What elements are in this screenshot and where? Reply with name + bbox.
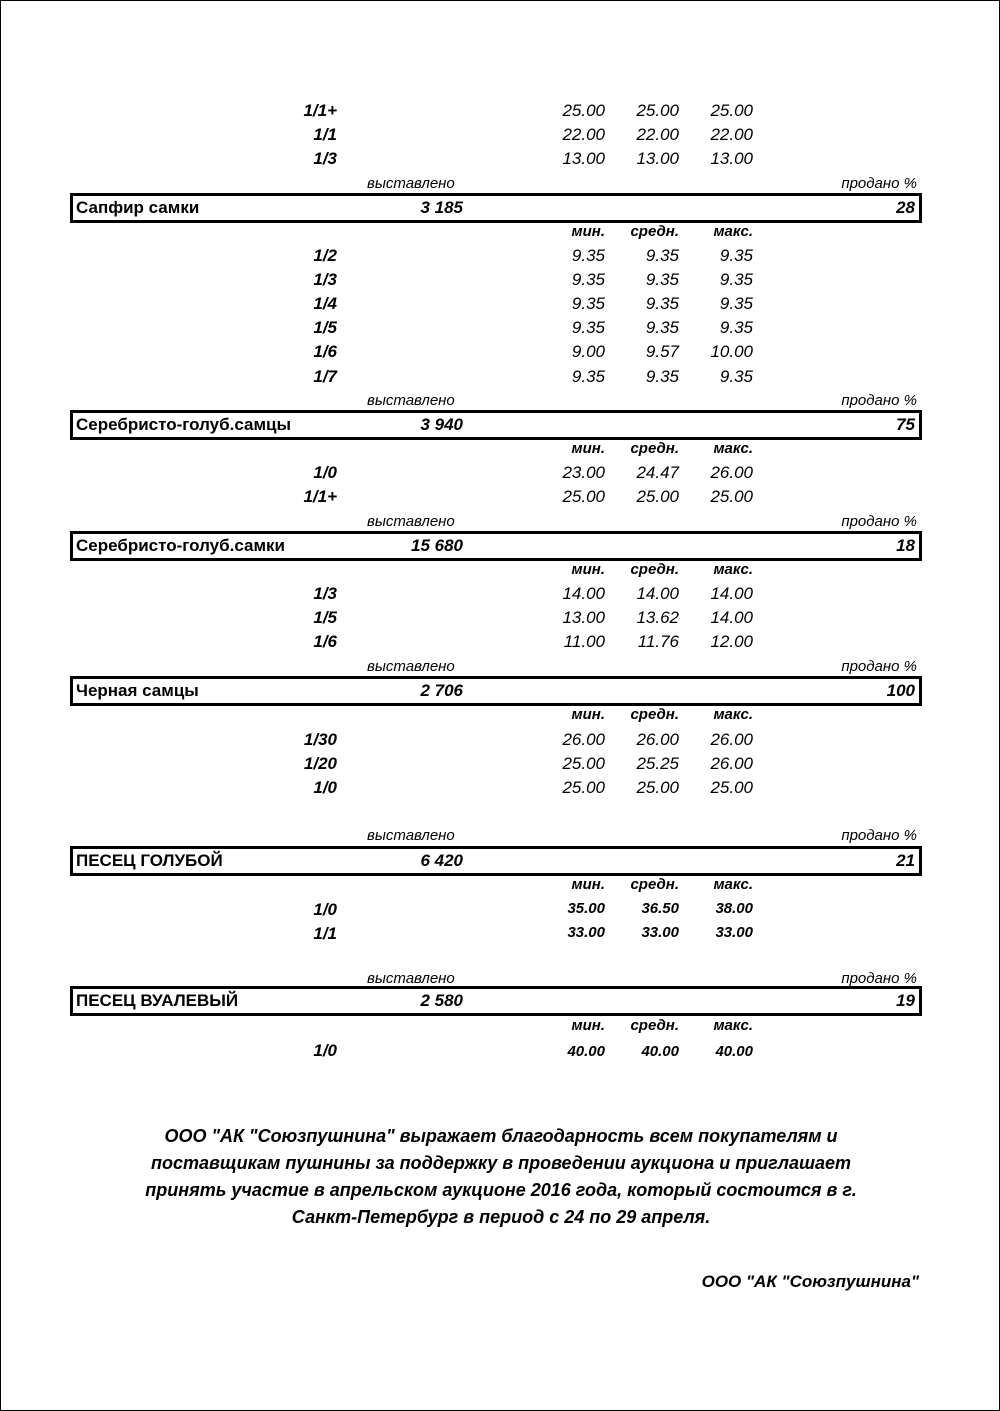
avg-price: 11.76 bbox=[637, 632, 679, 651]
max-header: макс. bbox=[713, 706, 753, 723]
max-price: 9.35 bbox=[719, 270, 753, 289]
exhibited-count: 2 580 bbox=[420, 991, 463, 1010]
min-price: 11.00 bbox=[563, 632, 605, 651]
min-header: мин. bbox=[571, 876, 605, 893]
grade-label: 1/20 bbox=[303, 754, 337, 773]
avg-price: 25.00 bbox=[636, 101, 679, 120]
section-name: Сапфир самки bbox=[76, 198, 200, 217]
closing-line: ООО "АК "Союзпушнина" выражает благодарность всем покупателям и bbox=[164, 1126, 838, 1146]
min-price: 9.35 bbox=[571, 270, 605, 289]
grade-label: 1/3 bbox=[313, 149, 337, 168]
sold-percent: 100 bbox=[886, 681, 915, 700]
avg-header: средн. bbox=[630, 706, 679, 723]
max-price: 26.00 bbox=[710, 754, 753, 773]
section-name: ПЕСЕЦ ГОЛУБОЙ bbox=[76, 851, 223, 870]
grade-label: 1/0 bbox=[313, 1041, 337, 1060]
exhibited-label: выставлено bbox=[367, 970, 455, 987]
min-header: мин. bbox=[571, 561, 605, 578]
min-price: 14.00 bbox=[562, 584, 605, 603]
min-price: 40.00 bbox=[567, 1043, 605, 1060]
avg-header: средн. bbox=[630, 561, 679, 578]
grade-label: 1/7 bbox=[313, 367, 337, 386]
avg-price: 24.47 bbox=[636, 463, 679, 482]
min-price: 25.00 bbox=[562, 778, 605, 797]
grade-label: 1/6 bbox=[313, 342, 337, 361]
grade-label: 1/1+ bbox=[303, 101, 337, 120]
sold-percent: 18 bbox=[896, 536, 915, 555]
max-price: 40.00 bbox=[715, 1043, 753, 1060]
min-price: 9.35 bbox=[571, 294, 605, 313]
avg-price: 9.35 bbox=[645, 294, 679, 313]
exhibited-count: 3 940 bbox=[420, 415, 463, 434]
avg-price: 14.00 bbox=[636, 584, 679, 603]
min-price: 25.00 bbox=[562, 487, 605, 506]
sold-percent: 21 bbox=[896, 851, 915, 870]
min-header: мин. bbox=[571, 1017, 605, 1034]
max-price: 9.35 bbox=[719, 367, 753, 386]
avg-price: 33.00 bbox=[641, 924, 679, 941]
sold-percent-label: продано % bbox=[841, 970, 917, 987]
min-price: 9.35 bbox=[571, 367, 605, 386]
avg-header: средн. bbox=[630, 1017, 679, 1034]
section-header bbox=[70, 986, 922, 1016]
grade-label: 1/0 bbox=[313, 778, 337, 797]
exhibited-label: выставлено bbox=[367, 658, 455, 675]
min-price: 13.00 bbox=[562, 608, 605, 627]
min-header: мин. bbox=[571, 223, 605, 240]
exhibited-count: 6 420 bbox=[420, 851, 463, 870]
exhibited-count: 3 185 bbox=[420, 198, 463, 217]
company-signature: ООО "АК "Союзпушнина" bbox=[701, 1272, 919, 1291]
closing-statement bbox=[61, 1123, 941, 1231]
avg-header: средн. bbox=[630, 223, 679, 240]
min-price: 25.00 bbox=[562, 754, 605, 773]
max-price: 14.00 bbox=[710, 584, 753, 603]
max-price: 9.35 bbox=[719, 294, 753, 313]
exhibited-label: выставлено bbox=[367, 513, 455, 530]
grade-label: 1/6 bbox=[313, 632, 337, 651]
grade-label: 1/3 bbox=[313, 584, 337, 603]
section-name: Серебристо-голуб.самцы bbox=[76, 415, 292, 434]
sold-percent: 28 bbox=[896, 198, 915, 217]
avg-price: 9.35 bbox=[645, 270, 679, 289]
grade-label: 1/1 bbox=[313, 125, 337, 144]
exhibited-label: выставлено bbox=[367, 175, 455, 192]
max-price: 25.00 bbox=[710, 101, 753, 120]
section-name: ПЕСЕЦ ВУАЛЕВЫЙ bbox=[76, 991, 239, 1010]
min-price: 26.00 bbox=[562, 730, 605, 749]
min-header: мин. bbox=[571, 440, 605, 457]
max-price: 33.00 bbox=[715, 924, 753, 941]
max-price: 9.35 bbox=[719, 246, 753, 265]
grade-label: 1/1 bbox=[313, 924, 337, 943]
max-price: 25.00 bbox=[710, 778, 753, 797]
avg-price: 9.35 bbox=[645, 318, 679, 337]
avg-price: 9.35 bbox=[645, 246, 679, 265]
sold-percent-label: продано % bbox=[841, 392, 917, 409]
max-price: 9.35 bbox=[719, 318, 753, 337]
max-price: 38.00 bbox=[715, 900, 753, 917]
grade-label: 1/0 bbox=[313, 463, 337, 482]
closing-line: поставщикам пушнины за поддержку в проведении аукциона и приглашает bbox=[150, 1153, 852, 1173]
avg-price: 36.50 bbox=[641, 900, 679, 917]
max-price: 25.00 bbox=[710, 487, 753, 506]
min-header: мин. bbox=[571, 706, 605, 723]
avg-header: средн. bbox=[630, 440, 679, 457]
max-header: макс. bbox=[713, 1017, 753, 1034]
sold-percent-label: продано % bbox=[841, 658, 917, 675]
min-price: 23.00 bbox=[562, 463, 605, 482]
min-price: 13.00 bbox=[562, 149, 605, 168]
grade-label: 1/4 bbox=[313, 294, 337, 313]
exhibited-label: выставлено bbox=[367, 392, 455, 409]
max-header: макс. bbox=[713, 223, 753, 240]
grade-label: 1/1+ bbox=[303, 487, 337, 506]
min-price: 9.00 bbox=[571, 342, 605, 361]
grade-label: 1/30 bbox=[303, 730, 337, 749]
grade-label: 1/5 bbox=[313, 608, 337, 627]
avg-price: 13.62 bbox=[636, 608, 679, 627]
avg-price: 26.00 bbox=[636, 730, 679, 749]
grade-label: 1/0 bbox=[313, 900, 337, 919]
avg-price: 9.35 bbox=[645, 367, 679, 386]
max-price: 12.00 bbox=[710, 632, 753, 651]
avg-price: 25.00 bbox=[636, 487, 679, 506]
sold-percent-label: продано % bbox=[841, 827, 917, 844]
max-price: 14.00 bbox=[710, 608, 753, 627]
avg-header: средн. bbox=[630, 876, 679, 893]
avg-price: 40.00 bbox=[641, 1043, 679, 1060]
max-price: 10.00 bbox=[710, 342, 753, 361]
closing-line: принять участие в апрельском аукционе 2016 года, который состоится в г. bbox=[145, 1180, 857, 1200]
avg-price: 13.00 bbox=[636, 149, 679, 168]
section-name: Серебристо-голуб.самки bbox=[76, 536, 286, 555]
sold-percent-label: продано % bbox=[841, 175, 917, 192]
sold-percent-label: продано % bbox=[841, 513, 917, 530]
avg-price: 22.00 bbox=[636, 125, 679, 144]
sold-percent: 75 bbox=[896, 415, 915, 434]
min-price: 33.00 bbox=[567, 924, 605, 941]
section-header bbox=[70, 410, 922, 440]
grade-label: 1/3 bbox=[313, 270, 337, 289]
min-price: 25.00 bbox=[562, 101, 605, 120]
min-price: 35.00 bbox=[567, 900, 605, 917]
max-price: 26.00 bbox=[710, 463, 753, 482]
exhibited-label: выставлено bbox=[367, 827, 455, 844]
sold-percent: 19 bbox=[896, 991, 915, 1010]
exhibited-count: 2 706 bbox=[420, 681, 463, 700]
section-header bbox=[70, 531, 922, 561]
section-name: Черная самцы bbox=[76, 681, 199, 700]
max-header: макс. bbox=[713, 440, 753, 457]
section-header bbox=[70, 846, 922, 876]
min-price: 9.35 bbox=[571, 318, 605, 337]
avg-price: 9.57 bbox=[645, 342, 679, 361]
max-header: макс. bbox=[713, 876, 753, 893]
min-price: 9.35 bbox=[571, 246, 605, 265]
max-header: макс. bbox=[713, 561, 753, 578]
section-header bbox=[70, 676, 922, 706]
grade-label: 1/2 bbox=[313, 246, 337, 265]
section-header bbox=[70, 193, 922, 223]
max-price: 26.00 bbox=[710, 730, 753, 749]
grade-label: 1/5 bbox=[313, 318, 337, 337]
avg-price: 25.00 bbox=[636, 778, 679, 797]
max-price: 22.00 bbox=[710, 125, 753, 144]
avg-price: 25.25 bbox=[636, 754, 679, 773]
min-price: 22.00 bbox=[562, 125, 605, 144]
max-price: 13.00 bbox=[710, 149, 753, 168]
closing-line: Санкт-Петербург в период с 24 по 29 апреля. bbox=[291, 1207, 711, 1227]
exhibited-count: 15 680 bbox=[411, 536, 463, 555]
